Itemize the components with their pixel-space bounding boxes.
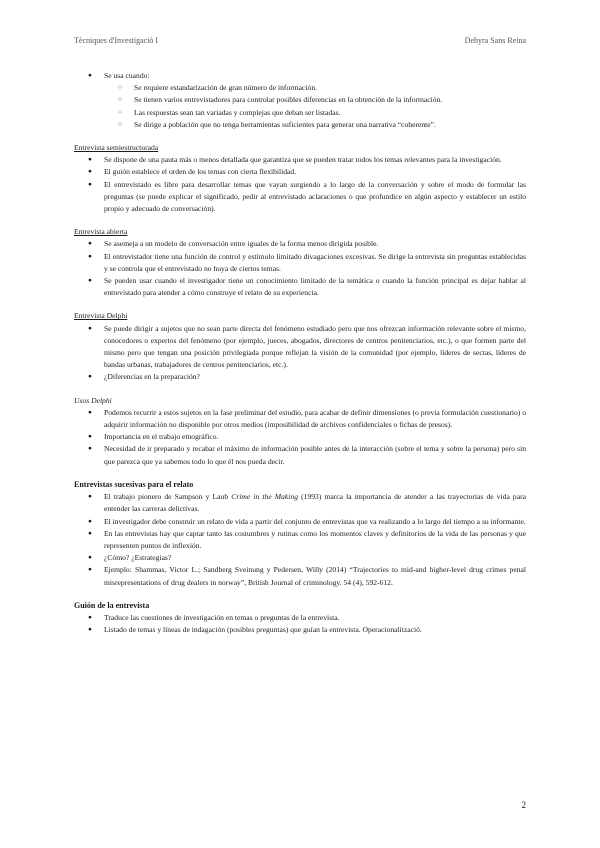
list-item	[74, 491, 526, 515]
list-item: ● El entrevistador tiene una función de control y estímulo limitado divagaciones excesivas. Se dirige la entrevista sin preguntas establecidas y se controla que el entrevistado no huya de ciertos temas.	[74, 251, 526, 275]
intro-bullet-text: Se usa cuando:	[104, 71, 150, 80]
list-item: ○ Las respuestas sean tan variadas y complejas que deban ser listadas.	[74, 107, 526, 119]
intro-list	[74, 70, 526, 131]
list-item: ● Se dispone de una pauta más o menos detallada que garantiza que se pueden tratar todos los temas relevantes para la investigación.	[74, 154, 526, 166]
list-item: ● Ejemplo: Shammas, Victor L.; Sandberg Sveinung y Pedersen, Willy (2014) “Trajectories to mid-and higher-level drug crimes penal misrepresentations of drug dealers in norway”, British Journal of criminology. 54 (4), 592-612.	[74, 564, 526, 588]
list-item: ● Importancia en el trabajo etnográfico.	[74, 431, 526, 443]
list-item: ● Se asemeja a un modelo de conversación entre iguales de la forma menos dirigida posible.	[74, 238, 526, 250]
abierta-list	[74, 238, 526, 299]
list-item: ● El guión establece el orden de los temas con cierta flexibilidad.	[74, 166, 526, 178]
list-item: ● Traduce las cuestiones de investigación en temas o preguntas de la entrevista.	[74, 612, 526, 624]
book-title: Crime in the Making	[231, 492, 298, 502]
list-item	[74, 70, 526, 131]
section-title-abierta: Entrevista abierta	[74, 227, 128, 237]
section-title-semiestructurada: Entrevista semiestructurada	[74, 143, 159, 153]
list-item: ○ Se tienen varios entrevistadores para controlar posibles diferencias en la obtención de la información.	[74, 94, 526, 106]
list-item: ● En las entrevistas hay que captar tanto las costumbres y rutinas como los momentos claves y definitorios de la vida de las personas y que representen puntos de inflexión.	[74, 528, 526, 552]
section-title-delphi: Entrevista Delphi	[74, 311, 128, 321]
list-item: ● El entrevistado es libre para desarrollar temas que vayan surgiendo a lo largo de la conversación y sobre el modo de formular las preguntas (se puede explicar el significado, pedir al entrevistado aclaraciones o que profundice en algún aspecto y establecer un estilo propio y adecuado de conversación).	[74, 179, 526, 216]
usos-list	[74, 407, 526, 468]
section-title-guion: Guión de la entrevista	[74, 600, 150, 610]
list-item: ○ Se requiere estandarización de gran número de información.	[74, 82, 526, 94]
list-item: ○ Se dirige a población que no tenga herramientas suficientes para generar una narrativa “coherente”.	[74, 119, 526, 131]
document-body	[74, 70, 526, 636]
list-item: ● Listado de temas y líneas de indagación (posibles preguntas) que guían la entrevista. Operacionalització.	[74, 624, 526, 636]
list-item: ● Se pueden usar cuando el investigador tiene un conocimiento limitado de la temática o cuando la función principal es dejar hablar al entrevistado para atender a cómo construye el relato de su experiencia.	[74, 275, 526, 299]
intro-sublist	[74, 82, 526, 131]
list-item: ● Se puede dirigir a sujetos que no sean parte directa del fenómeno estudiado pero que nos ofrezcan información relevante sobre el mismo, conocedores o expertos del fenómeno (por ejemplo, jueces, abogados, directores de centros penitenciarios, etc.), o que formen parte del mismo pero que tengan una posición privilegiada porque reflejan la visión de la comunidad (por ejemplo, líderes de sectas, líderes de bandas urbanas, trabajadores de centros penitenciarios, etc.).	[74, 323, 526, 372]
section-title-usos-delphi: Usos Delphi	[74, 395, 112, 405]
list-item: ● Necesidad de ir preparado y recabar el máximo de información posible antes de la interacción (sobre el tema y sobre la persona) pero sin que parezca que ya sabemos todo lo que él nos pueda decir.	[74, 443, 526, 467]
sucesivas-item1-pre: El trabajo pionero de Sampson y Laub	[104, 492, 232, 502]
guion-list	[74, 612, 526, 636]
page-number: 2	[521, 800, 526, 810]
list-item: ● ¿Cómo? ¿Estrategias?	[74, 552, 526, 564]
list-item: ● El investigador debe construir un relato de vida a partir del conjunto de entrevistas que va realizando a lo largo del tiempo a su informante.	[74, 516, 526, 528]
semi-list	[74, 154, 526, 215]
header-course-title: Tècniques d'Investigació I	[74, 36, 159, 45]
list-item: ● ¿Diferencias en la preparación?	[74, 371, 526, 383]
header-author: Dehyra Sans Reina	[464, 36, 526, 45]
delphi-list	[74, 323, 526, 384]
list-item: ● Podemos recurrir a estos sujetos en la fase preliminar del estudio, para acabar de definir dimensiones (o previa formulación cuestionario) o adquirir información no disponible por otros medios (imposibilidad de archivos confidenciales o fichas de presos).	[74, 407, 526, 431]
section-title-sucesivas: Entrevistas sucesivas para el relato	[74, 479, 194, 489]
sucesivas-list	[74, 491, 526, 589]
sucesivas-item1-post: (1993) marca la importancia de atender a las trayectorias de vida para entender las carreras delictivas.	[104, 492, 526, 514]
